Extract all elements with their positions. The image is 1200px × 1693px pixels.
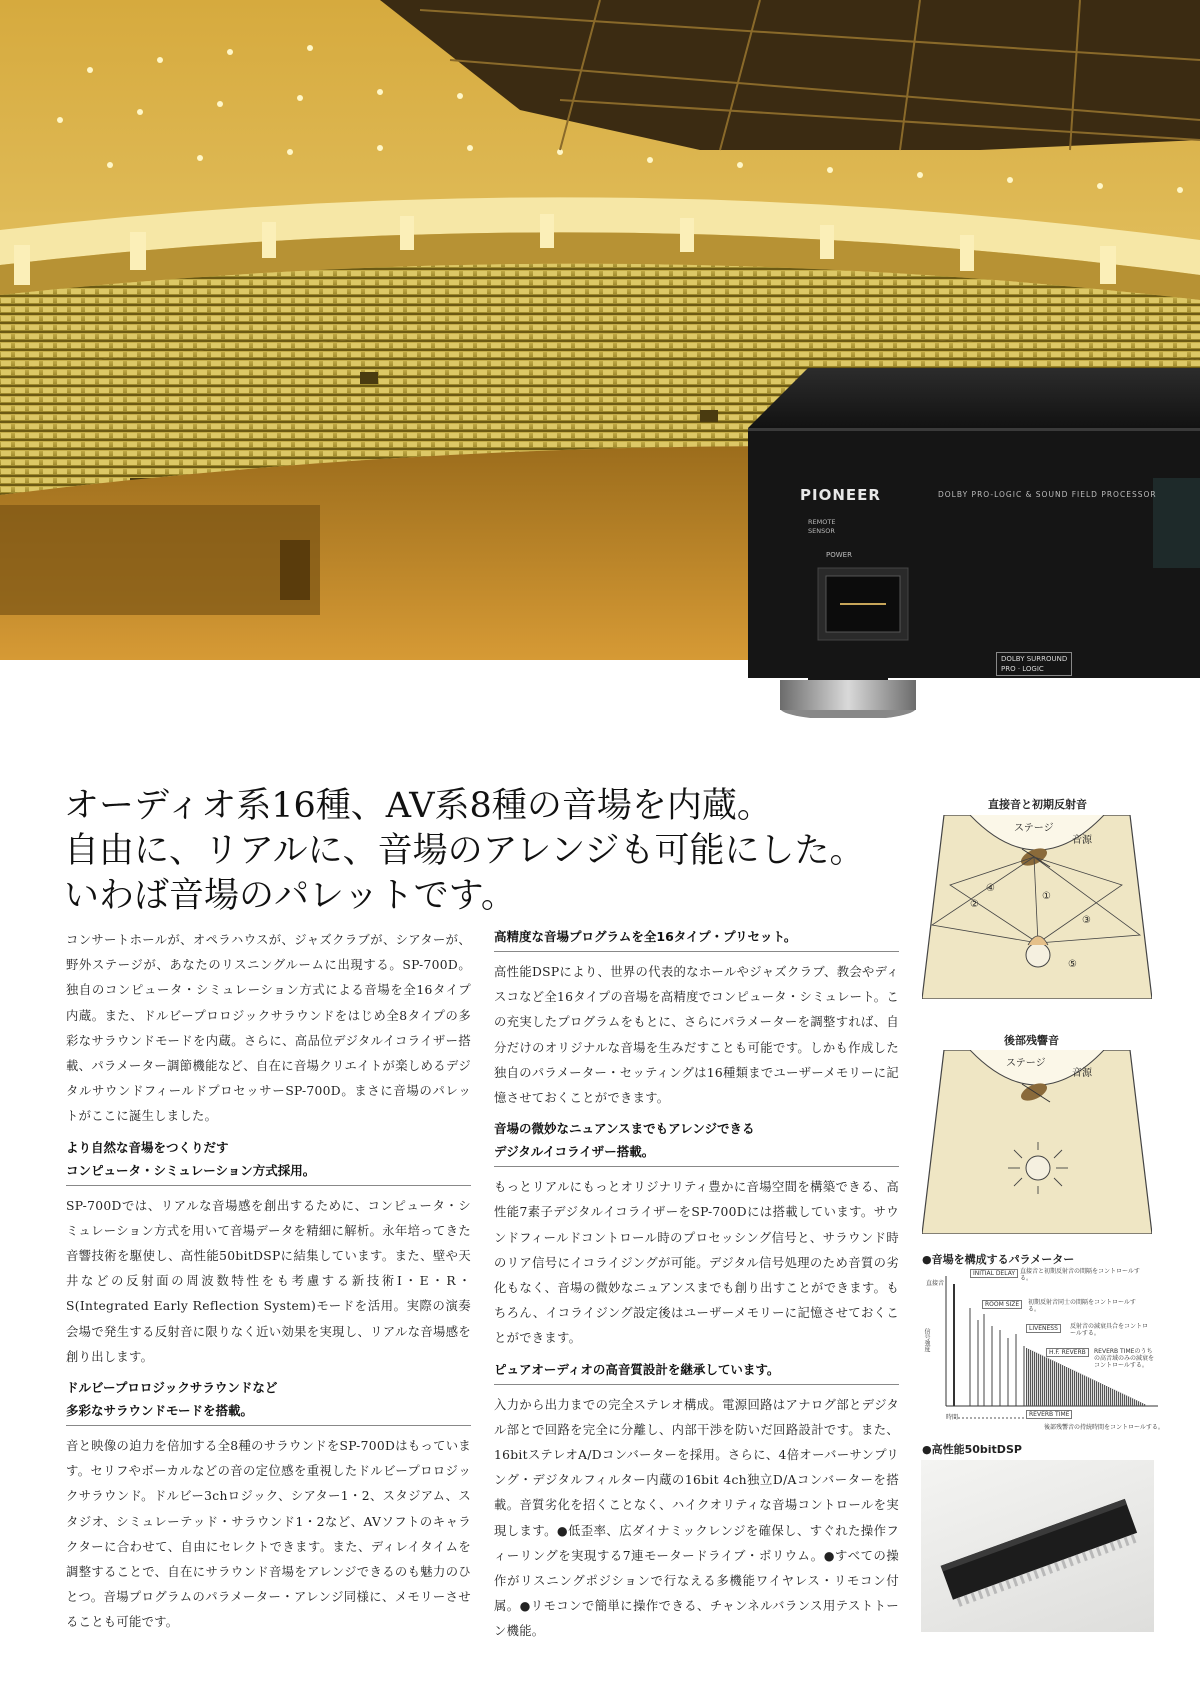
reverb-tail-line <box>1132 1398 1133 1406</box>
param-liveness: LIVENESS <box>1026 1324 1061 1333</box>
stage-label: ステージ <box>1014 823 1054 834</box>
sound-source-label: 音源 <box>1072 835 1092 846</box>
reverb-tail-line <box>1026 1348 1027 1406</box>
reverb-tail-line <box>1050 1359 1051 1406</box>
equalizer-paragraph: もっとリアルにもっとオリジナリティ豊かに音場空間を構築できる、高性能7素子デジタルイコライザーをSP-700Dには搭載しています。サウンドフィールドコントロール時のプロセッシング信号と、サラウンド時のリア信号にイコライジングが可能。デジタル信号処理のため音質の劣化もなく、音場の微妙なニュアンスまでも創り出すことができます。もちろん、イコライジング設定後はユーザーメモリーに記憶させておくことができます。 <box>494 1180 899 1346</box>
reverb-tail-line <box>1064 1366 1065 1406</box>
simulation-paragraph: SP-700Dでは、リアルな音場感を創出するために、コンピュータ・シミュレーション方式を用いて音場データを精細に解析。永年培ってきた音響技術を駆使し、高性能50bitDSPに結集しています。また、壁や天井などの反射面の周波数特性をも考慮する新技術I・E・R・S(Integrated Early Reflection System)モードを活用。実際の演奏会場で発生する反射音に限りなく近い効果を実現し、リアルな音場感を創り出します。 <box>66 1198 471 1364</box>
reverb-tail-line <box>1070 1369 1071 1406</box>
reverb-tail-line <box>1098 1382 1099 1406</box>
path-number-3: ③ <box>1082 915 1091 926</box>
reverb-tail-line <box>1036 1353 1037 1406</box>
reverb-tail-line <box>1094 1380 1095 1406</box>
dolby-badge <box>996 652 1072 676</box>
section-heading-presets <box>494 925 899 952</box>
reverb-tail-line <box>1030 1350 1031 1406</box>
dsp-caption: ●高性能50bitDSP <box>922 1443 1022 1456</box>
diagram-direct-title: 直接音と初期反射音 <box>988 798 1087 811</box>
chip-pin <box>1012 1577 1018 1586</box>
reverb-tail-line <box>1086 1377 1087 1407</box>
reverb-tail-line <box>1084 1376 1085 1406</box>
reverb-tail-line <box>1052 1360 1053 1406</box>
power-label: POWER <box>826 551 852 559</box>
path-number-1: ① <box>1042 891 1051 902</box>
y-top-label: 直接音 <box>926 1280 945 1287</box>
reverb-tail-line <box>1108 1387 1109 1406</box>
reverb-tail-line <box>1090 1378 1091 1406</box>
heading-line: 高精度な音場プログラムを全16タイプ・プリセット。 <box>494 929 797 944</box>
headline-line-2: 自由に、リアルに、音場のアレンジも可能にした。 <box>64 831 865 871</box>
dsp-chip-photo <box>921 1460 1154 1632</box>
reverb-tail-line <box>1120 1393 1121 1406</box>
heading-line: 音場の微妙なニュアンスまでもアレンジできる <box>494 1121 755 1137</box>
reverb-tail-line <box>1046 1358 1047 1407</box>
text-column-1 <box>66 928 471 1640</box>
reverb-tail-line <box>1068 1368 1069 1406</box>
chip-pin <box>985 1587 991 1596</box>
reverb-tail-line <box>1082 1375 1083 1406</box>
section-heading-simulation <box>66 1136 471 1186</box>
reverb-tail-line <box>1038 1354 1039 1406</box>
reverb-tail-line <box>1140 1402 1141 1406</box>
path-number-5: ⑤ <box>1068 959 1077 970</box>
section-heading-pure-audio <box>494 1358 899 1385</box>
chip-pin <box>998 1582 1004 1591</box>
param-room-size: ROOM SIZE <box>982 1300 1022 1309</box>
reverb-tail-line <box>1066 1367 1067 1406</box>
param-room-size-desc: 初期反射音同士の間隔をコントロールする。 <box>1028 1299 1136 1313</box>
model-line-label: DOLBY PRO-LOGIC & SOUND FIELD PROCESSOR <box>938 490 1157 499</box>
path-number-2: ② <box>970 899 979 910</box>
chip-pin <box>971 1592 977 1601</box>
reverb-tail-line <box>1080 1374 1081 1406</box>
reverb-tail-line <box>1078 1373 1079 1406</box>
reverb-tail-line <box>1124 1395 1125 1406</box>
stage-label: ステージ <box>1006 1058 1046 1069</box>
heading-line: ドルビープロロジックサラウンドなど <box>66 1380 278 1396</box>
pure-audio-paragraph: 入力から出力までの完全ステレオ構成。電源回路はアナログ部とデジタル部とで回路を完全に分離し、内部干渉を防いだ回路設計です。また、16bitステレオA/Dコンバーターを採用。さらに、4倍オーバーサンプリング・デジタルフィルター内蔵の16bit 4ch独立D/Aコンバーターを搭載。音質劣化を招くことなく、ハイクオリティな音場コントロールを実現します。●低歪率、広ダイナミックレンジを確保し、すぐれた操作フィーリングを実現する7連モータードライブ・ボリウム。●すべての操作がリスニングポジションで行なえる多機能ワイヤレス・リモコン付属。●リモコンで簡単に操作できる、チャンネルバランス用テストトーン機能。 <box>494 1397 899 1639</box>
reverb-tail-line <box>1106 1386 1107 1406</box>
reverb-tail-line <box>1118 1392 1119 1406</box>
param-hf-reverb-desc: REVERB TIMEのうちの高音域のみの減衰をコントロールする。 <box>1094 1348 1155 1369</box>
reverb-tail-line <box>1114 1390 1115 1406</box>
param-liveness-desc: 反射音の減衰具合をコントロールする。 <box>1070 1323 1149 1337</box>
reverb-tail-line <box>1126 1396 1127 1407</box>
remote-sensor-line-2: SENSOR <box>808 527 835 535</box>
y-axis-label: 信号強度 <box>923 1328 930 1352</box>
chip-pin <box>1131 1534 1137 1543</box>
dolby-badge-line-2: PRO · LOGIC <box>1001 665 1044 673</box>
reverb-tail-line <box>1044 1357 1045 1406</box>
presets-paragraph: 高性能DSPにより、世界の代表的なホールやジャズクラブ、教会やディスコなど全16タイプの音場を高精度でコンピュータ・シミュレート。この充実したプログラムをもとに、さらにパラメーターを調整すれば、自分だけのオリジナルな音場を生みだすことも可能です。しかも作成した独自のパラメーター・セッティングは16種類までユーザーメモリーに記憶させておくことができます。 <box>494 965 899 1106</box>
reverb-tail-line <box>1032 1351 1033 1406</box>
chip-pin <box>1040 1567 1046 1576</box>
reverb-tail-line <box>1112 1389 1113 1406</box>
reverb-tail-line <box>1048 1358 1049 1406</box>
heading-line: コンピュータ・シミュレーション方式採用。 <box>66 1162 316 1178</box>
reverb-tail-line <box>1092 1379 1093 1406</box>
reverb-tail-line <box>1072 1370 1073 1406</box>
reverb-tail-line <box>1062 1365 1063 1406</box>
sp700d-unit-photo <box>748 368 1200 718</box>
reverb-tail-line <box>1088 1377 1089 1406</box>
reverb-tail-line <box>1076 1372 1077 1406</box>
reverb-tail-line <box>1056 1362 1057 1406</box>
param-reverb-time: REVERB TIME <box>1026 1410 1072 1419</box>
chip-pin <box>991 1585 997 1594</box>
reverb-tail-line <box>1102 1384 1103 1406</box>
reverb-tail-line <box>1034 1352 1035 1406</box>
reverb-tail-line <box>1042 1356 1043 1406</box>
parameter-chart-caption: ●音場を構成するパラメーター <box>922 1253 1075 1266</box>
param-initial-delay-desc: 直接音と初期反射音の間隔をコントロールする。 <box>1020 1268 1140 1282</box>
reverb-tail-line <box>1040 1355 1041 1406</box>
heading-line: デジタルイコライザー搭載。 <box>494 1144 655 1160</box>
reverb-tail-line <box>1028 1349 1029 1406</box>
reverb-tail-line <box>1100 1383 1101 1406</box>
param-initial-delay: INITIAL DELAY <box>970 1269 1018 1278</box>
page-headline <box>64 784 864 919</box>
chip-pin <box>1026 1572 1032 1581</box>
param-reverb-time-desc: 後部残響音の持続時間をコントロールする。 <box>1044 1424 1164 1431</box>
reverb-tail-line <box>1058 1363 1059 1406</box>
reverb-tail-line <box>1116 1391 1117 1406</box>
reverb-tail-line <box>1096 1381 1097 1406</box>
section-heading-equalizer <box>494 1117 899 1167</box>
sound-source-label: 音源 <box>1072 1068 1092 1079</box>
param-hf-reverb: H.F. REVERB <box>1046 1348 1089 1357</box>
reverb-tail-line <box>1074 1371 1075 1406</box>
surround-paragraph: 音と映像の迫力を倍加する全8種のサラウンドをSP-700Dはもっています。セリフやボーカルなどの音の定位感を重視したドルビープロロジックサラウンド。ドルビー3chロジック、シアター1・2、スタジアム、スタジオ、シミュレーテッド・サラウンド1・2など、AVソフトのキャラクターに合わせて、自由にセレクトできます。また、ディレイタイムを調整することで、自在にサラウンド音場をアレンジできるのも魅力のひとつ。音場プログラムのパラメーター・アレンジ同様に、メモリーさせることも可能です。 <box>66 1439 471 1630</box>
heading-line: 多彩なサラウンドモードを搭載。 <box>66 1403 254 1419</box>
chip-pin <box>1068 1557 1074 1566</box>
heading-line: より自然な音場をつくりだす <box>66 1139 229 1155</box>
chip-pin <box>1054 1562 1060 1571</box>
chip-pin <box>1110 1542 1116 1551</box>
reverb-tail-line <box>1110 1388 1111 1406</box>
text-column-2 <box>494 919 899 1649</box>
chip-pin <box>1019 1575 1025 1584</box>
dolby-badge-line-1: DOLBY SURROUND <box>1001 655 1068 663</box>
chip-pin <box>1061 1559 1067 1568</box>
remote-sensor-label <box>808 518 835 536</box>
pioneer-logo: PIONEER <box>800 486 881 504</box>
chip-pin <box>957 1597 963 1606</box>
reverb-tail-line <box>1130 1397 1131 1406</box>
reverb-tail-line <box>1136 1400 1137 1406</box>
intro-paragraph: コンサートホールが、オペラハウスが、ジャズクラブが、シアターが、野外ステージが、あなたのリスニングルームに出現する。SP-700D。独自のコンピュータ・シミュレーション方式による音場を全16タイプ内蔵。また、ドルビープロロジックサラウンドをはじめ全8タイプの多彩なサラウンドモードを内蔵。さらに、高品位デジタルイコライザー搭載、パラメーター調節機能など、自在に音場クリエイトが楽しめるデジタルサウンドフィールドプロセッサーSP-700D。まさに音場のパレットがここに誕生しました。 <box>66 933 471 1124</box>
headline-line-1: オーディオ系16種、AV系8種の音場を内蔵。 <box>64 786 772 826</box>
chip-pin <box>1005 1580 1011 1589</box>
heading-line: ピュアオーディオの高音質設計を継承しています。 <box>494 1361 780 1377</box>
reverb-tail-line <box>1054 1361 1055 1406</box>
reverb-tail-line <box>1104 1385 1105 1406</box>
reverb-tail-line <box>1138 1401 1139 1406</box>
x-axis-label: 時間 <box>946 1414 959 1421</box>
path-number-4: ④ <box>986 883 995 894</box>
chip-pin <box>964 1595 970 1604</box>
parameter-chart <box>922 1268 1162 1436</box>
reverb-tail-line <box>1144 1404 1145 1406</box>
chip-pin <box>978 1590 984 1599</box>
chip-pin <box>1082 1552 1088 1561</box>
reverb-tail-line <box>1128 1396 1129 1406</box>
chip-pin <box>1033 1570 1039 1579</box>
reverb-tail-line <box>1060 1364 1061 1406</box>
reverb-tail-line <box>1142 1403 1143 1406</box>
chip-pin <box>1103 1544 1109 1553</box>
remote-sensor-line-1: REMOTE <box>808 518 836 526</box>
chip-pin <box>1089 1549 1095 1558</box>
chip-pin <box>1047 1564 1053 1573</box>
headline-line-3: いわば音場のパレットです。 <box>64 876 516 916</box>
reverb-tail-line <box>1122 1394 1123 1406</box>
section-heading-surround <box>66 1376 471 1426</box>
reverb-tail-line <box>1134 1399 1135 1406</box>
chip-pin <box>1096 1547 1102 1556</box>
direct-reflection-diagram <box>922 815 1152 999</box>
chip-pin <box>1075 1554 1081 1563</box>
rear-reverb-diagram <box>922 1050 1152 1234</box>
chip-pin <box>1117 1539 1123 1548</box>
chip-pin <box>1124 1537 1130 1546</box>
diagram-reverb-title: 後部残響音 <box>1004 1034 1059 1047</box>
